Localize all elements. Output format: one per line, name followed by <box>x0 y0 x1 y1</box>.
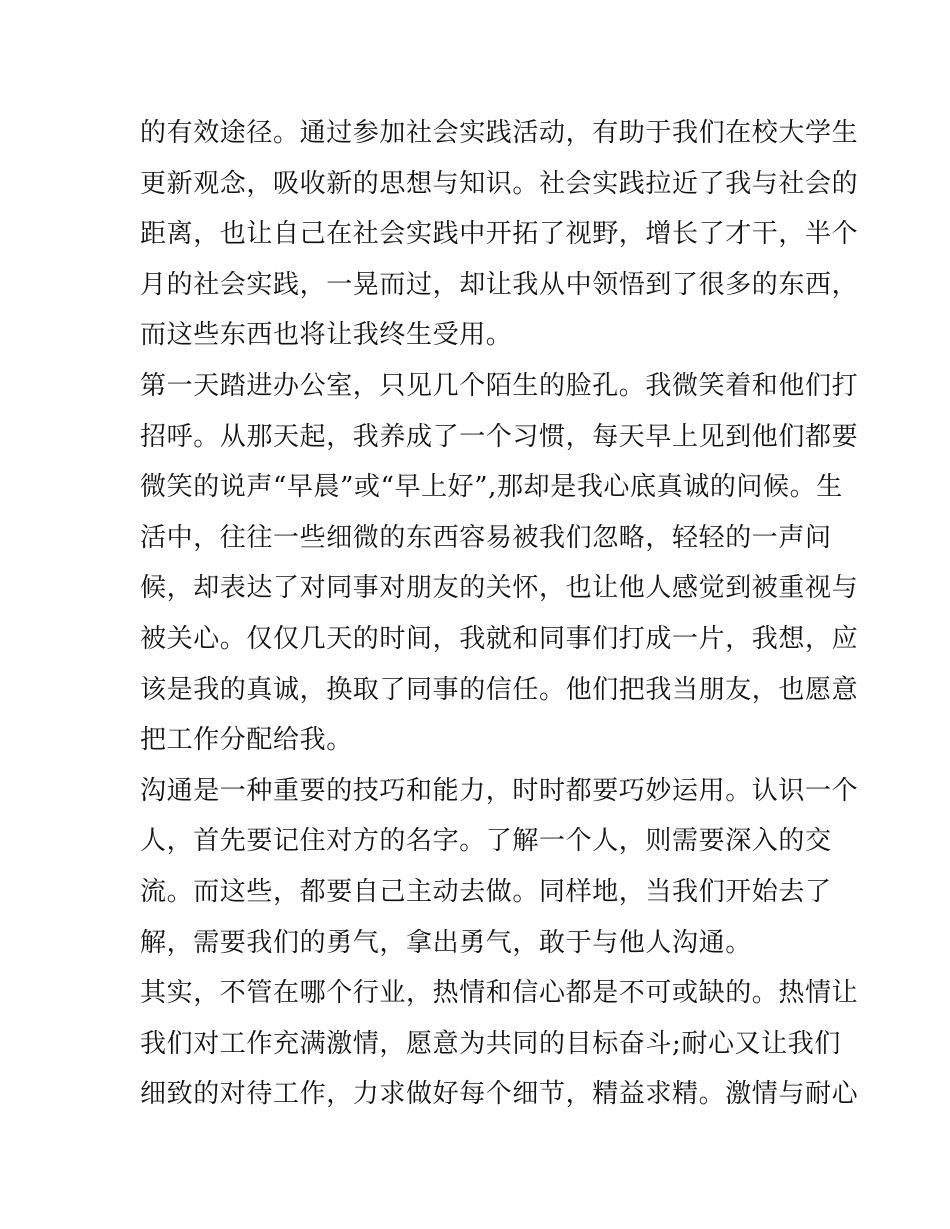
text-line: 沟通是一种重要的技巧和能力，时时都要巧妙运用。认识一个 <box>140 775 859 806</box>
text-line: 而这些东西也将让我终生受用。 <box>140 320 513 351</box>
text-line: 的有效途径。通过参加社会实践活动，有助于我们在校大学生 <box>140 118 859 148</box>
text-line: 更新观念，吸收新的思想与知识。社会实践拉近了我与社会的 <box>140 168 859 199</box>
text-line: 人，首先要记住对方的名字。了解一个人，则需要深入的交 <box>140 826 832 857</box>
text-line: 解，需要我们的勇气，拿出勇气，敢于与他人沟通。 <box>140 927 752 958</box>
text-line: 月的社会实践，一晃而过，却让我从中领悟到了很多的东西， <box>140 269 859 300</box>
text-line: 活中，往往一些细微的东西容易被我们忽略，轻轻的一声问 <box>140 522 832 553</box>
document-body <box>140 108 859 1120</box>
text-line: 该是我的真诚，换取了同事的信任。他们把我当朋友，也愿意 <box>140 674 859 705</box>
text-line: 把工作分配给我。 <box>140 725 353 756</box>
text-line: 候，却表达了对同事对朋友的关怀，也让他人感觉到被重视与 <box>140 573 859 604</box>
text-line: 第一天踏进办公室，只见几个陌生的脸孔。我微笑着和他们打 <box>140 370 859 401</box>
text-line: 细致的对待工作，力求做好每个细节，精益求精。激情与耐心 <box>140 1079 859 1110</box>
text-line: 微笑的说声“早晨”或“早上好”,那却是我心底真诚的问候。生 <box>140 472 843 503</box>
text-line: 被关心。仅仅几天的时间，我就和同事们打成一片，我想，应 <box>140 623 859 654</box>
text-line: 流。而这些，都要自己主动去做。同样地，当我们开始去了 <box>140 876 832 907</box>
text-line: 其实，不管在哪个行业，热情和信心都是不可或缺的。热情让 <box>140 978 859 1009</box>
text-line: 我们对工作充满激情，愿意为共同的目标奋斗;耐心又让我们 <box>140 1028 841 1059</box>
text-line: 招呼。从那天起，我养成了一个习惯，每天早上见到他们都要 <box>140 421 859 452</box>
text-line: 距离，也让自己在社会实践中开拓了视野，增长了才干，半个 <box>140 219 859 250</box>
